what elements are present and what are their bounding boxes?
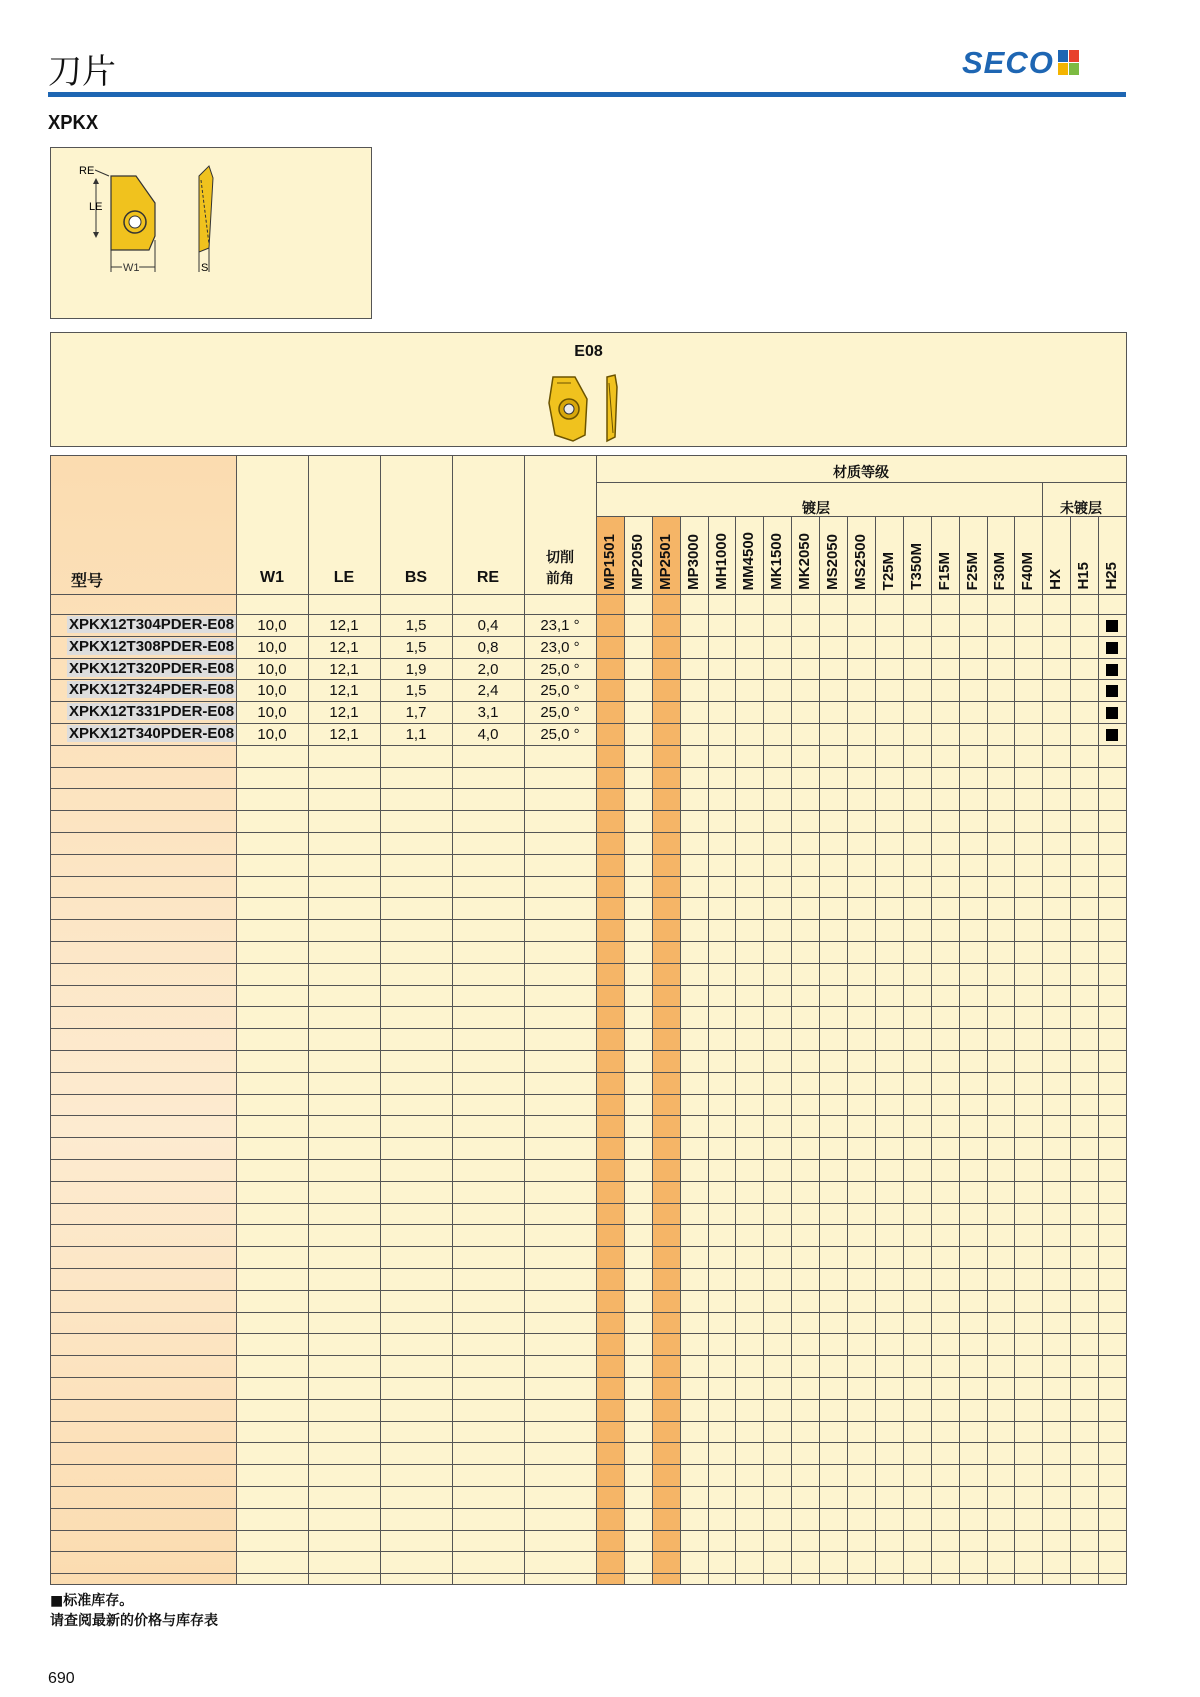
row-line: [51, 1181, 1126, 1182]
row-line: [51, 1028, 1126, 1029]
grade-group-line: [596, 482, 1126, 483]
row-line: [51, 679, 1126, 680]
row-line: [51, 723, 1126, 724]
grade-header-hx: HX: [1047, 569, 1065, 590]
row-bs: 1,5: [405, 682, 427, 700]
row-w1: 10,0: [257, 617, 287, 634]
grade-column-line: [1098, 516, 1099, 1584]
row-angle: 25,0 °: [540, 660, 580, 678]
grade-column-line: [735, 516, 736, 1584]
uncoated-header: 未镀层: [1060, 501, 1102, 517]
insert-photo-icon: [541, 373, 641, 443]
row-le: 12,1: [329, 660, 359, 678]
row-w1: 10,0: [257, 660, 287, 678]
grade-header-f40m: F40M: [1019, 552, 1037, 591]
grade-header-mp2050: MP2050: [628, 534, 646, 590]
insert-dimension-svg: [51, 148, 371, 318]
row-line: [51, 1442, 1126, 1443]
page-number: 690: [48, 1670, 75, 1687]
row-line: [51, 1072, 1126, 1073]
grade-header-mp1501: MP1501: [600, 534, 618, 590]
row-line: [51, 1573, 1126, 1574]
geometry-panel: [50, 332, 1127, 447]
grade-column-line: [763, 516, 764, 1584]
grade-header-f25m: F25M: [963, 552, 981, 591]
grade-header-mm4500: MM4500: [740, 532, 758, 591]
col-header-w1: W1: [260, 569, 284, 586]
row-line: [51, 810, 1126, 811]
stock-mark-h25: [1106, 642, 1118, 654]
grade-header-t350m: T350M: [907, 543, 925, 590]
col-header-angle-1: 切削: [546, 550, 574, 566]
row-w1: 10,0: [257, 638, 287, 656]
row-w1: 10,0: [257, 704, 287, 722]
grade-column-line: [819, 516, 820, 1584]
row-line: [51, 1224, 1126, 1225]
grade-header-f15m: F15M: [935, 552, 953, 591]
row-line: [51, 832, 1126, 833]
re-label: RE: [79, 165, 95, 177]
logo-mark-icon: [1058, 50, 1080, 76]
col-header-designation: 型号: [71, 571, 104, 590]
row-line: [51, 1530, 1126, 1531]
grade-column-line: [847, 516, 848, 1584]
row-line: [51, 1268, 1126, 1269]
dimension-drawing: [50, 147, 372, 319]
row-re: 0,8: [477, 638, 499, 656]
row-line: [51, 854, 1126, 855]
grade-header-t25m: T25M: [879, 552, 897, 591]
footnote-price: 请查阅最新的价格与库存表: [50, 1613, 218, 1629]
grade-column-line: [791, 516, 792, 1584]
row-line: [51, 897, 1126, 898]
row-line: [51, 788, 1126, 789]
row-angle: 25,0 °: [540, 726, 580, 743]
row-line: [51, 1508, 1126, 1509]
row-le: 12,1: [329, 638, 359, 656]
grade-column-line: [652, 516, 653, 1584]
row-bs: 1,5: [405, 638, 427, 656]
row-line: [51, 1312, 1126, 1313]
row-re: 4,0: [477, 726, 499, 743]
grade-header-mk1500: MK1500: [768, 533, 786, 590]
row-w1: 10,0: [257, 682, 287, 700]
brand-name: SECO: [962, 45, 1054, 80]
w1-label: W1: [123, 262, 140, 274]
grade-header-f30m: F30M: [991, 552, 1009, 591]
grade-column-line: [931, 516, 932, 1584]
row-line: [51, 1290, 1126, 1291]
row-bs: 1,9: [405, 660, 427, 678]
row-w1: 10,0: [257, 726, 287, 743]
stock-mark-h25: [1106, 729, 1118, 741]
row-angle: 25,0 °: [540, 682, 580, 700]
product-table: [50, 455, 1127, 1585]
row-bs: 1,1: [405, 726, 427, 743]
row-line: [51, 941, 1126, 942]
header-rule: [48, 92, 1126, 97]
row-line: [51, 1246, 1126, 1247]
row-re: 3,1: [477, 704, 499, 722]
grade-column-line: [875, 516, 876, 1584]
col-header-angle-2: 前角: [546, 571, 574, 587]
row-designation: XPKX12T340PDER-E08: [69, 725, 235, 742]
row-designation: XPKX12T320PDER-E08: [69, 659, 235, 677]
grade-header-ms2050: MS2050: [824, 534, 842, 590]
row-line: [51, 701, 1126, 702]
grade-group-header: 材质等级: [833, 465, 889, 481]
row-line: [51, 985, 1126, 986]
grade-header-mp2501: MP2501: [656, 534, 674, 590]
row-line: [51, 1050, 1126, 1051]
grade-column-line: [1014, 516, 1015, 1584]
grade-column-line: [624, 516, 625, 1584]
row-line: [51, 1159, 1126, 1160]
row-line: [51, 919, 1126, 920]
row-line: [51, 1203, 1126, 1204]
col-header-le: LE: [333, 569, 355, 586]
grade-header-mp3000: MP3000: [684, 534, 702, 590]
header-bottom-line: [51, 594, 1126, 595]
grade-column-line: [708, 516, 709, 1584]
s-label: S: [201, 262, 209, 274]
coated-header: 镀层: [802, 501, 830, 517]
row-le: 12,1: [329, 704, 359, 722]
row-designation: XPKX12T331PDER-E08: [69, 703, 235, 721]
row-line: [51, 1464, 1126, 1465]
row-line: [51, 1486, 1126, 1487]
row-line: [51, 963, 1126, 964]
row-designation: XPKX12T304PDER-E08: [69, 616, 235, 633]
row-line: [51, 1006, 1126, 1007]
row-bs: 1,5: [405, 617, 427, 634]
row-line: [51, 1355, 1126, 1356]
row-re: 2,0: [477, 660, 499, 678]
stock-mark-h25: [1106, 685, 1118, 697]
page-title: 刀片: [48, 52, 116, 92]
stock-mark-h25: [1106, 707, 1118, 719]
row-angle: 23,0 °: [540, 638, 580, 656]
row-line: [51, 876, 1126, 877]
grade-column-line: [959, 516, 960, 1584]
row-line: [51, 1137, 1126, 1138]
grade-header-mk2050: MK2050: [796, 533, 814, 590]
row-designation: XPKX12T308PDER-E08: [69, 637, 235, 655]
row-line: [51, 1377, 1126, 1378]
row-line: [51, 614, 1126, 615]
seco-logo: [962, 45, 1080, 80]
row-angle: 25,0 °: [540, 704, 580, 722]
row-re: 0,4: [477, 617, 499, 634]
row-designation: XPKX12T324PDER-E08: [69, 681, 235, 699]
row-le: 12,1: [329, 617, 359, 634]
grade-column-line: [680, 516, 681, 1584]
geometry-label: E08: [574, 343, 603, 360]
row-line: [51, 745, 1126, 746]
row-line: [51, 1421, 1126, 1422]
row-line: [51, 767, 1126, 768]
row-line: [51, 1333, 1126, 1334]
row-angle: 23,1 °: [540, 617, 580, 634]
row-line: [51, 1551, 1126, 1552]
stock-mark-h25: [1106, 664, 1118, 676]
grade-header-h25: H25: [1103, 562, 1121, 590]
le-label: LE: [89, 201, 103, 213]
col-header-re: RE: [476, 569, 500, 586]
grade-column-line: [903, 516, 904, 1584]
grade-column-line: [987, 516, 988, 1584]
row-line: [51, 1399, 1126, 1400]
row-le: 12,1: [329, 726, 359, 743]
col-header-bs: BS: [404, 569, 428, 586]
row-bs: 1,7: [405, 704, 427, 722]
row-re: 2,4: [477, 682, 499, 700]
grade-header-mh1000: MH1000: [712, 533, 730, 590]
column-line: [596, 456, 597, 1584]
row-le: 12,1: [329, 682, 359, 700]
grade-column-line: [1070, 516, 1071, 1584]
grade-header-ms2500: MS2500: [852, 534, 869, 590]
footnote-stock: ■标准库存。: [50, 1593, 134, 1609]
stock-mark-h25: [1106, 620, 1118, 632]
row-line: [51, 1094, 1126, 1095]
product-family: XPKX: [48, 112, 99, 134]
row-line: [51, 1115, 1126, 1116]
grade-column-line: [1042, 482, 1043, 1584]
grade-header-h15: H15: [1075, 562, 1093, 590]
